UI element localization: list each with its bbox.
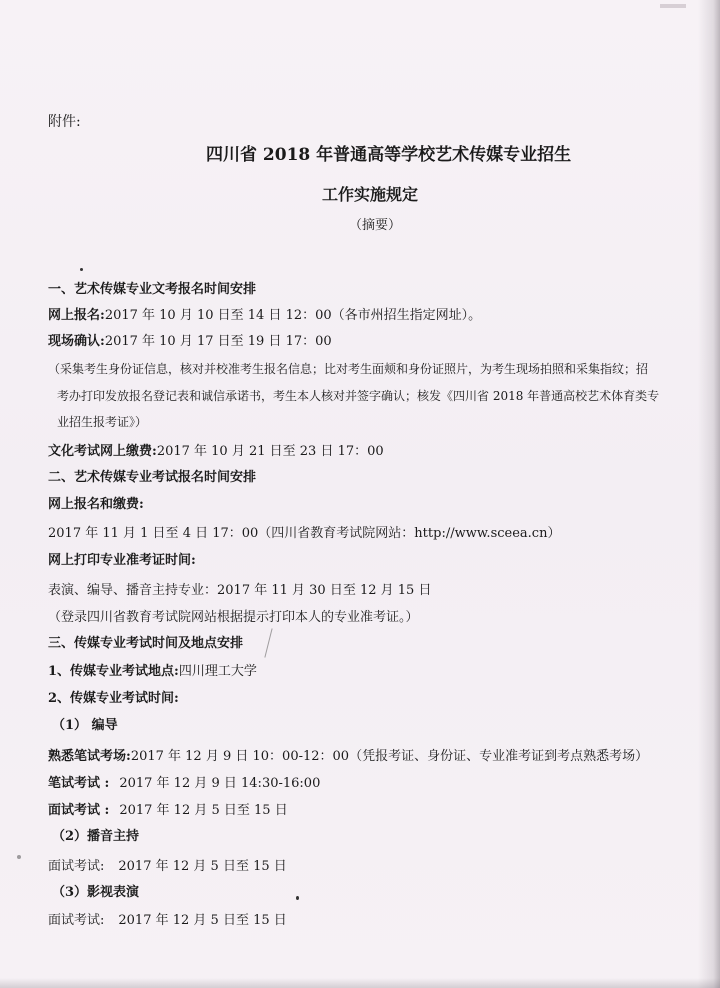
- section2-heading: 二、艺术传媒专业考试报名时间安排: [48, 470, 257, 485]
- scan-speck: [80, 268, 83, 271]
- s3-item2-heading: （2）播音主持: [52, 829, 140, 844]
- section1-heading: 一、艺术传媒专业文考报名时间安排: [48, 282, 257, 297]
- s1-note-line2: 考办打印发放报名登记表和诚信承诺书，考生本人核对并签字确认；核发《四川省 2018 年普通高校艺术体育类专: [57, 389, 660, 403]
- s1-online-label: 网上报名:: [48, 308, 105, 323]
- s3-item1-written-line: [48, 776, 320, 792]
- s1-fee-label: 文化考试网上缴费:: [48, 444, 157, 459]
- s1-note-line3: 业招生报考证》）: [57, 415, 148, 429]
- document-subtitle: 工作实施规定: [322, 185, 419, 204]
- section3-heading: 三、传媒专业考试时间及地点安排: [48, 636, 244, 651]
- s2-print-note: （登录四川省教育考试院网站根据提示打印本人的专业准考证。）: [48, 610, 419, 625]
- s3-item1-familiar-line: [48, 749, 648, 765]
- attachment-label: 附件:: [48, 114, 81, 130]
- document-summary-note: （摘要）: [349, 218, 402, 233]
- s2-print-label: 网上打印专业准考证时间:: [48, 553, 196, 568]
- s1-fee-value: 2017 年 10 月 21 日至 23 日 17：00: [156, 444, 384, 459]
- s3-time-label: 2、传媒专业考试时间:: [48, 691, 179, 706]
- s2-online-value: 2017 年 11 月 1 日至 4 日 17：00（四川省教育考试院网站：http://www.sceea.cn）: [48, 526, 561, 541]
- s3-item3-interview-label: 面试考试:: [48, 913, 105, 928]
- scan-edge-shadow-right: [698, 0, 720, 988]
- s1-confirm-label: 现场确认:: [48, 334, 105, 349]
- s3-item2-interview-value: 2017 年 12 月 5 日至 15 日: [118, 859, 287, 874]
- s1-online-line: [48, 308, 481, 324]
- s2-print-value: 表演、编导、播音主持专业：2017 年 11 月 30 日至 12 月 15 日: [48, 583, 432, 598]
- scan-artifact-mark: [660, 4, 686, 8]
- s3-item1-familiar-label: 熟悉笔试考场:: [48, 749, 131, 764]
- s1-fee-line: [48, 444, 384, 460]
- s3-item1-familiar-value: 2017 年 12 月 9 日 10：00-12：00（凭报考证、身份证、专业准考证到考点熟悉考场）: [130, 749, 649, 764]
- s3-place-line: [48, 664, 257, 680]
- scan-speck: [296, 896, 299, 900]
- s3-item3-interview-value: 2017 年 12 月 5 日至 15 日: [118, 913, 287, 928]
- s3-item3-heading: （3）影视表演: [52, 885, 140, 900]
- s1-confirm-line: [48, 334, 332, 350]
- document-title: 四川省 2018 年普通高等学校艺术传媒专业招生: [206, 145, 572, 165]
- s3-item3-interview-line: [48, 913, 287, 929]
- s3-item1-interview-line: [48, 803, 288, 819]
- scan-edge-shadow-bottom: [0, 978, 720, 988]
- s3-item1-written-value: 2017 年 12 月 9 日 14:30-16:00: [119, 776, 321, 791]
- scan-speck: [17, 855, 21, 859]
- s3-place-value: 四川理工大学: [178, 664, 257, 679]
- s3-item1-interview-value: 2017 年 12 月 5 日至 15 日: [119, 803, 288, 818]
- s3-item2-interview-label: 面试考试:: [48, 859, 105, 874]
- s3-item1-written-label: 笔试考试 :: [48, 776, 110, 791]
- pen-stroke-mark: [264, 628, 272, 657]
- s3-item2-interview-line: [48, 859, 287, 875]
- s3-place-label: 1、传媒专业考试地点:: [48, 664, 179, 679]
- s2-online-label: 网上报名和缴费:: [48, 497, 144, 512]
- s1-online-value: 2017 年 10 月 10 日至 14 日 12：00（各市州招生指定网址）。: [104, 308, 482, 323]
- s1-note-line1: （采集考生身份证信息，核对并校准考生报名信息；比对考生面颊和身份证照片，为考生现场拍照和采集指纹；招: [48, 362, 649, 376]
- s3-item1-heading: （1） 编导: [52, 718, 118, 733]
- s3-item1-interview-label: 面试考试 :: [48, 803, 110, 818]
- s1-confirm-value: 2017 年 10 月 17 日至 19 日 17：00: [104, 334, 332, 349]
